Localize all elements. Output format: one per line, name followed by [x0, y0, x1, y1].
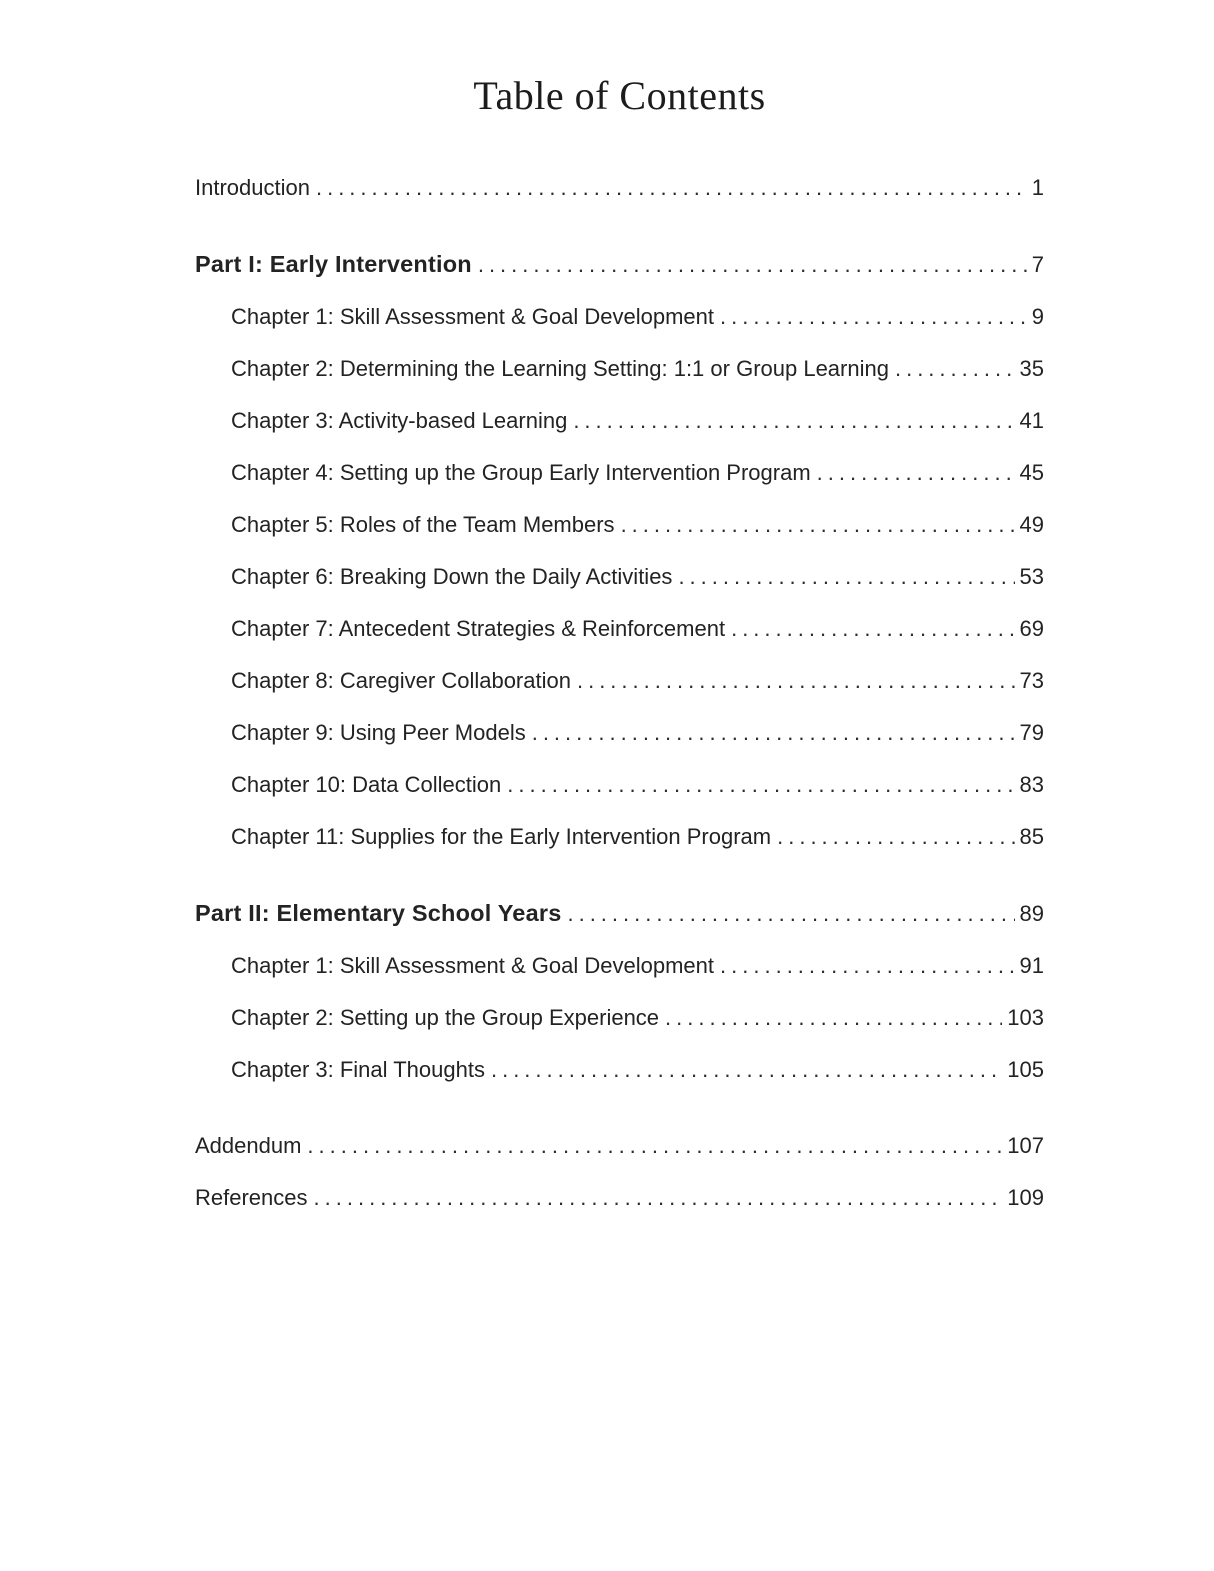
toc-entry-page: 53 — [1019, 564, 1044, 589]
dot-leader — [777, 824, 1014, 850]
toc-entry-p2c3 — [195, 1057, 1044, 1083]
toc-part1-heading — [195, 251, 1044, 278]
toc-entry-p1c9 — [195, 720, 1044, 746]
toc-entry-page: 107 — [1007, 1133, 1044, 1158]
toc-entry-label: Chapter 6: Breaking Down the Daily Activities — [231, 564, 673, 589]
dot-leader — [491, 1057, 1002, 1083]
toc-entry-p1c4 — [195, 460, 1044, 486]
toc-entry-p1c8 — [195, 668, 1044, 694]
toc-entry-p1c2 — [195, 356, 1044, 382]
toc-entry-p1c5 — [195, 512, 1044, 538]
toc-entry-p1c7 — [195, 616, 1044, 642]
toc-part-page: 7 — [1031, 252, 1044, 277]
dot-leader — [895, 356, 1015, 382]
toc-entry-page: 35 — [1019, 356, 1044, 381]
toc-entry-p1c3 — [195, 408, 1044, 434]
dot-leader — [573, 408, 1014, 434]
toc-entry-label: Chapter 4: Setting up the Group Early Intervention Program — [231, 460, 811, 485]
toc-entry-page: 91 — [1019, 953, 1044, 978]
toc-entry-label: Chapter 3: Activity-based Learning — [231, 408, 568, 433]
toc-entry-page: 73 — [1019, 668, 1044, 693]
toc-entry-page: 9 — [1031, 304, 1044, 329]
toc-entry-label: Chapter 5: Roles of the Team Members — [231, 512, 615, 537]
dot-leader — [532, 720, 1015, 746]
dot-leader — [478, 252, 1027, 278]
toc-entry-page: 85 — [1019, 824, 1044, 849]
toc-entry-label: Introduction — [195, 175, 310, 200]
toc-part-label: Part II: Elementary School Years — [195, 900, 562, 926]
toc-entry-references — [195, 1185, 1044, 1211]
toc-entry-p1c6 — [195, 564, 1044, 590]
dot-leader — [665, 1005, 1002, 1031]
dot-leader — [314, 1185, 1003, 1211]
toc-entry-p2c1 — [195, 953, 1044, 979]
toc-entry-label: Chapter 2: Determining the Learning Setting: 1:1 or Group Learning — [231, 356, 889, 381]
toc-entry-page: 83 — [1019, 772, 1044, 797]
dot-leader — [621, 512, 1015, 538]
toc-entry-label: Chapter 10: Data Collection — [231, 772, 502, 797]
dot-leader — [720, 953, 1015, 979]
toc-entry-page: 49 — [1019, 512, 1044, 537]
toc-entry-page: 1 — [1031, 175, 1044, 200]
toc-entry-label: Chapter 11: Supplies for the Early Intervention Program — [231, 824, 772, 849]
toc-entry-page: 45 — [1019, 460, 1044, 485]
toc-entry-p1c1 — [195, 304, 1044, 330]
toc-entry-p1c11 — [195, 824, 1044, 850]
toc-entry-page: 109 — [1007, 1185, 1044, 1210]
dot-leader — [507, 772, 1014, 798]
toc-entry-label: References — [195, 1185, 308, 1210]
toc-entry-label: Chapter 2: Setting up the Group Experience — [231, 1005, 660, 1030]
toc-entry-label: Chapter 1: Skill Assessment & Goal Development — [231, 304, 715, 329]
dot-leader — [817, 460, 1015, 486]
toc-entry-p2c2 — [195, 1005, 1044, 1031]
dot-leader — [307, 1133, 1002, 1159]
toc-entry-page: 69 — [1019, 616, 1044, 641]
page-title: Table of Contents — [473, 73, 766, 118]
dot-leader — [567, 901, 1014, 927]
toc-entry-page: 103 — [1007, 1005, 1044, 1030]
toc-part-page: 89 — [1019, 901, 1044, 926]
toc-part-label: Part I: Early Intervention — [195, 251, 472, 277]
toc-entry-label: Chapter 8: Caregiver Collaboration — [231, 668, 571, 693]
toc-entry-page: 79 — [1019, 720, 1044, 745]
dot-leader — [577, 668, 1015, 694]
dot-leader — [316, 175, 1027, 201]
toc-entry-p1c10 — [195, 772, 1044, 798]
toc-entry-page: 105 — [1007, 1057, 1044, 1082]
toc-entry-label: Chapter 7: Antecedent Strategies & Reinforcement — [231, 616, 726, 641]
toc-entry-page: 41 — [1019, 408, 1044, 433]
dot-leader — [678, 564, 1014, 590]
toc-entry-introduction — [195, 175, 1044, 201]
toc-entry-label: Chapter 1: Skill Assessment & Goal Development — [231, 953, 715, 978]
dot-leader — [720, 304, 1027, 330]
dot-leader — [731, 616, 1014, 642]
toc-entry-label: Chapter 3: Final Thoughts — [231, 1057, 485, 1082]
toc-part2-heading — [195, 900, 1044, 927]
toc-entry-label: Chapter 9: Using Peer Models — [231, 720, 526, 745]
toc-entry-addendum — [195, 1133, 1044, 1159]
toc-entry-label: Addendum — [195, 1133, 302, 1158]
